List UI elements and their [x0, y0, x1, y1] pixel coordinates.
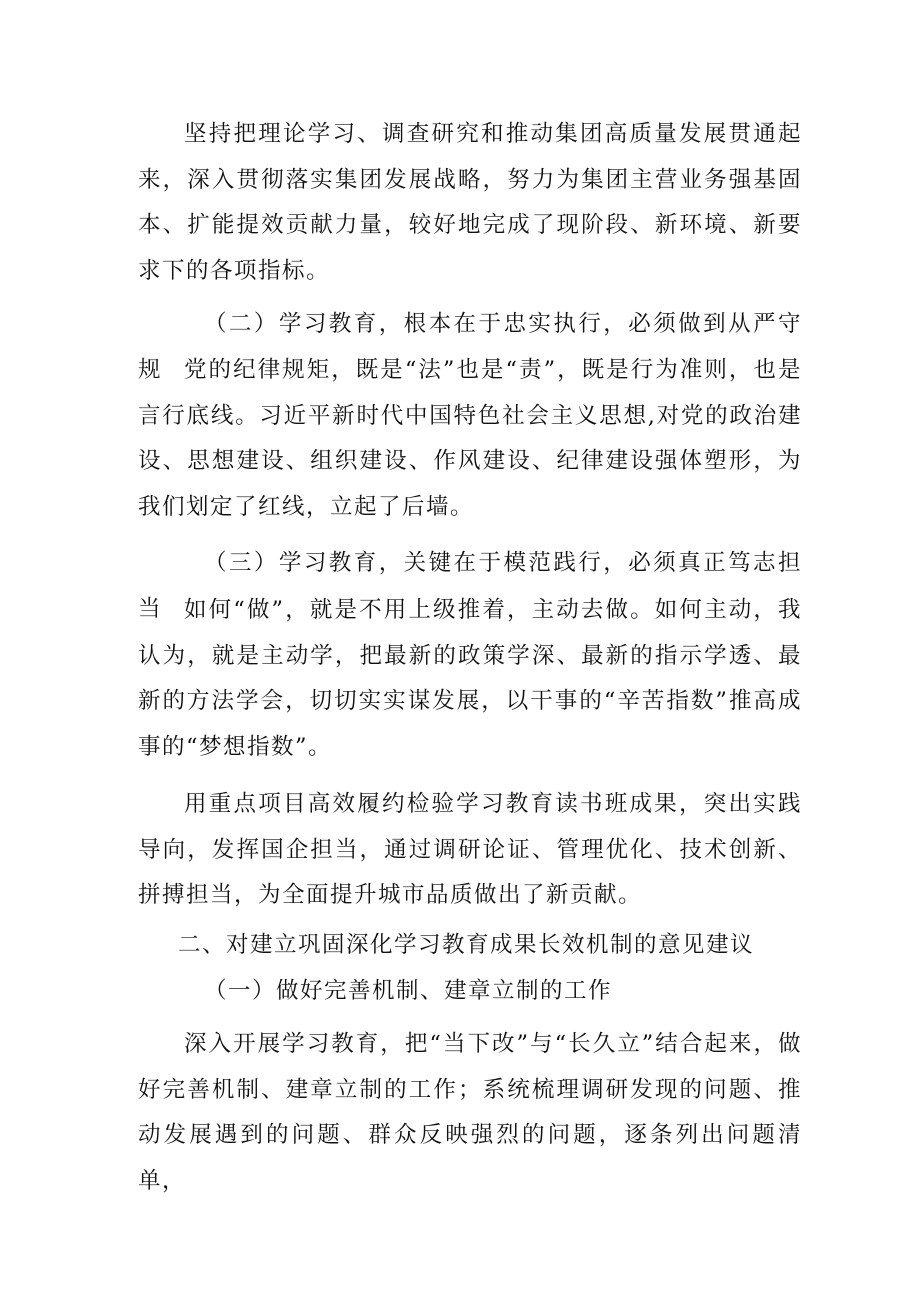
- heading-text: （二）学习教育，根本在于忠实执行，必须做到从严守规: [138, 311, 802, 383]
- paragraph-projects: [0, 782, 920, 919]
- heading-text: （一）做好完善机制、建章立制的工作: [204, 978, 613, 1004]
- paragraph-discipline: [0, 348, 920, 530]
- paragraph-practice: [0, 588, 920, 770]
- section-title-2: [0, 923, 920, 969]
- heading-text: （三）学习教育，关键在于模范践行，必须真正笃志担当: [138, 550, 802, 622]
- section-title-text: 二、对建立巩固深化学习教育成果长效机制的意见建议: [178, 932, 755, 958]
- paragraph-mechanism: [0, 1022, 920, 1204]
- paragraph-achievements: [0, 112, 920, 294]
- paragraph-text: 党的纪律规矩，既是“法”也是“责”，既是行为准则，也是言行底线。习近平新时代中国特色社会主义思想,对党的政治建设、思想建设、组织建设、作风建设、纪律建设强体塑形，为我们划定了红线，立起了后墙。: [138, 357, 802, 520]
- paragraph-text: 深入开展学习教育，把“当下改”与“长久立”结合起来，做好完善机制、建章立制的工作；系统梳理调研发现的问题、推动发展遇到的问题、群众反映强烈的问题，逐条列出问题清单，: [138, 1031, 802, 1194]
- heading-subsection-1: [0, 969, 920, 1015]
- paragraph-text: 用重点项目高效履约检验学习教育读书班成果，突出实践导向，发挥国企担当，通过调研论证、管理优化、技术创新、拼搏担当，为全面提升城市品质做出了新贡献。: [138, 791, 802, 908]
- paragraph-text: 如何“做”，就是不用上级推着，主动去做。如何主动，我认为，就是主动学，把最新的政策学深、最新的指示学透、最新的方法学会，切切实实谋发展，以干事的“辛苦指数”推高成事的“梦想指数”。: [138, 597, 802, 760]
- paragraph-text: 坚持把理论学习、调查研究和推动集团高质量发展贯通起来，深入贯彻落实集团发展战略，努力为集团主营业务强基固本、扩能提效贡献力量，较好地完成了现阶段、新环境、新要求下的各项指标。: [138, 121, 802, 284]
